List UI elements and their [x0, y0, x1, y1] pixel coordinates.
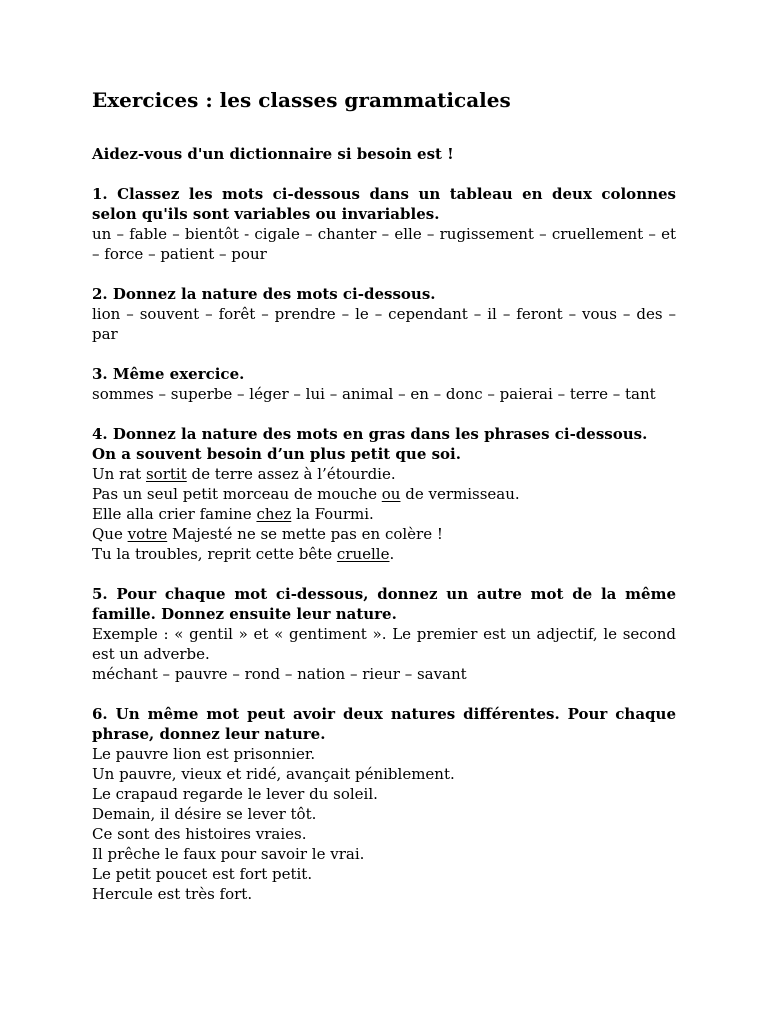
- exercise-1: [92, 184, 676, 264]
- exercise-4-sentence-4: Que votre Majesté ne se mette pas en colère !: [92, 525, 443, 543]
- underlined-word: sortit: [145, 465, 187, 483]
- exercise-4: [92, 424, 676, 564]
- underlined-word: cruelle: [336, 545, 390, 563]
- exercise-6-sentence: Ce sont des histoires vraies.: [92, 825, 307, 843]
- exercise-4-sentence-2: Pas un seul petit morceau de mouche ou de vermisseau.: [92, 485, 520, 503]
- exercise-6-sentence: Le petit poucet est fort petit.: [92, 865, 313, 883]
- exercise-6: [92, 704, 676, 904]
- exercise-2-words: lion – souvent – forêt – prendre – le – cependant – il – feront – vous – des – par: [92, 305, 676, 343]
- exercise-5-words: méchant – pauvre – rond – nation – rieur – savant: [92, 665, 467, 683]
- exercise-1-instruction: 1. Classez les mots ci-dessous dans un tableau en deux colonnes selon qu'ils sont variables ou invariables.: [92, 185, 676, 223]
- page-title: Exercices : les classes grammaticales: [92, 88, 511, 112]
- underlined-word: ou: [381, 485, 401, 503]
- exercise-6-sentence: Hercule est très fort.: [92, 885, 253, 903]
- exercise-6-sentence: Il prêche le faux pour savoir le vrai.: [92, 845, 365, 863]
- exercise-4-sentence-1: Un rat sortit de terre assez à l’étourdie.: [92, 465, 396, 483]
- exercise-6-sentence: Le crapaud regarde le lever du soleil.: [92, 785, 378, 803]
- exercise-3-instruction: 3. Même exercice.: [92, 365, 245, 383]
- underlined-word: votre: [127, 525, 168, 543]
- exercise-1-words: un – fable – bientôt - cigale – chanter – elle – rugissement – cruellement – et – force – patient – pour: [92, 225, 676, 263]
- exercise-4-bold-sentence: On a souvent besoin d’un plus petit que soi.: [92, 445, 461, 463]
- exercise-6-sentence: Un pauvre, vieux et ridé, avançait péniblement.: [92, 765, 455, 783]
- exercise-4-sentence-3: Elle alla crier famine chez la Fourmi.: [92, 505, 374, 523]
- exercise-5: [92, 584, 676, 684]
- underlined-word: chez: [256, 505, 292, 523]
- exercise-5-instruction: 5. Pour chaque mot ci-dessous, donnez un autre mot de la même famille. Donnez ensuite leur nature.: [92, 585, 676, 623]
- exercise-2: [92, 284, 676, 344]
- exercise-6-sentence: Le pauvre lion est prisonnier.: [92, 745, 316, 763]
- exercise-5-example: Exemple : « gentil » et « gentiment ». Le premier est un adjectif, le second est un adverbe.: [92, 625, 676, 663]
- exercise-6-instruction: 6. Un même mot peut avoir deux natures différentes. Pour chaque phrase, donnez leur nature.: [92, 705, 676, 743]
- exercise-2-instruction: 2. Donnez la nature des mots ci-dessous.: [92, 285, 436, 303]
- exercise-3-words: sommes – superbe – léger – lui – animal – en – donc – paierai – terre – tant: [92, 385, 656, 403]
- intro-note: Aidez-vous d'un dictionnaire si besoin est !: [92, 145, 454, 163]
- exercise-4-instruction: 4. Donnez la nature des mots en gras dans les phrases ci-dessous.: [92, 425, 648, 443]
- document-body: [92, 144, 676, 904]
- exercise-3: [92, 364, 676, 404]
- exercise-4-sentence-5: Tu la troubles, reprit cette bête cruelle.: [92, 545, 395, 563]
- exercise-6-sentence: Demain, il désire se lever tôt.: [92, 805, 317, 823]
